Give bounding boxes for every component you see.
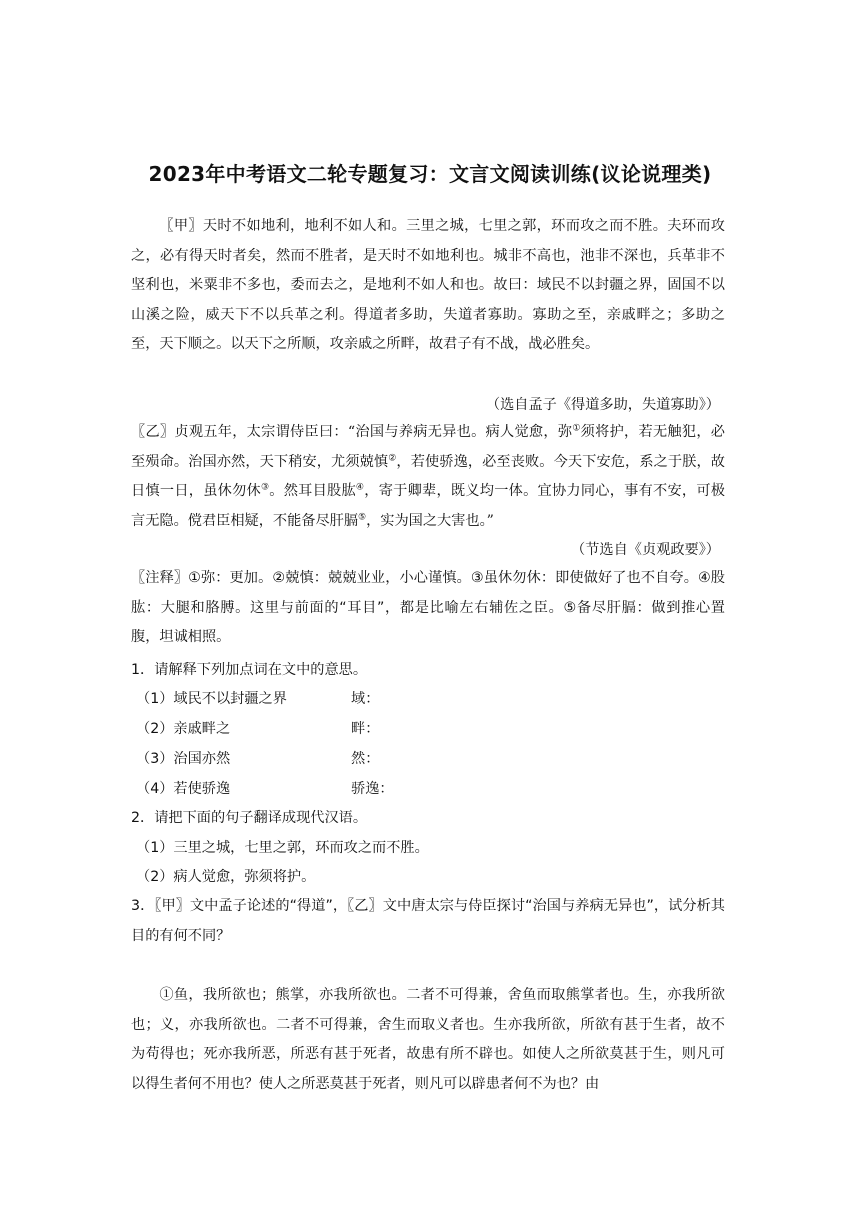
document-title: 2023年中考语文二轮专题复习：文言文阅读训练(议论说理类) bbox=[148, 162, 712, 186]
passage-yi-text-5: ，寄于卿辈，既义均一体。宜协力同心，事有不安，可极言无隐。傥君臣相疑，不能备尽肝膈 bbox=[131, 483, 725, 529]
question-1-item: （4）若使骄逸 bbox=[136, 781, 231, 797]
passage-jia: 〖甲〗天时不如地利，地利不如人和。三里之城，七里之郭，环而攻之而不胜。夫环而攻之，必有得天时者矣，然而不胜者，是天时不如地利也。城非不高也，池非不深也，兵革非不坚利也，米粟非不多也，委而去之，是地利不如人和也。故曰：域民不以封疆之界，固国不以山溪之险，威天下不以兵革之利。得道者多助，失道者寡助。寡助之至，亲戚畔之；多助之至，天下顺之。以天下之所顺，攻亲戚之所畔，故君子有不战，战必胜矣。 bbox=[131, 218, 725, 352]
footnote-marker-2: ② bbox=[388, 452, 397, 463]
passage-yi bbox=[131, 418, 725, 536]
passage-yi-text-2: 须将护，若无触犯，必至殒命。治国亦然，天下稍安，尤须兢慎 bbox=[131, 424, 725, 470]
passage-next: ①鱼，我所欲也；熊掌，亦我所欲也。二者不可得兼，舍鱼而取熊掌者也。生，亦我所欲也；义，亦我所欲也。二者不可得兼，舍生而取义者也。生亦我所欲，所欲有甚于生者，故不为苟得也；死亦我所恶，所恶有甚于死者，故患有所不辟也。如使人之所欲莫甚于生，则凡可以得生者何不用也？使人之所恶莫甚于死者，则凡可以辟患者何不为也？由 bbox=[131, 987, 725, 1092]
passage-yi-text-6: ，实为国之大害也。” bbox=[366, 512, 494, 529]
question-1-item: （2）亲戚畔之 bbox=[136, 721, 231, 737]
answer-blank[interactable]: 畔： bbox=[351, 721, 380, 737]
footnote-marker-4: ④ bbox=[355, 482, 365, 493]
passage-yi-source: （节选自《贞观政要》） bbox=[571, 542, 720, 558]
footnote-marker-1: ① bbox=[572, 423, 581, 434]
annotation-notes: 〖注释〗①弥：更加。②兢慎：兢兢业业，小心谨慎。③虽休勿休：即使做好了也不自夸。④股肱：大腿和胳膊。这里与前面的“耳目”，都是比喻左右辅佐之臣。⑤备尽肝膈：做到推心置腹，坦诚相照。 bbox=[131, 570, 725, 645]
answer-blank[interactable]: 然： bbox=[351, 751, 380, 767]
answer-blank[interactable]: 骄逸： bbox=[351, 781, 394, 797]
footnote-marker-3: ③ bbox=[260, 482, 270, 493]
question-1-item: （3）治国亦然 bbox=[136, 751, 231, 767]
passage-yi-text-3: ，若使骄逸，必至丧败。今天下安危，系之于朕，故日慎一日，虽休勿休 bbox=[131, 453, 725, 499]
passage-yi-text-4: 。然耳目股肱 bbox=[269, 483, 356, 499]
question-3-stem: 3．〖甲〗文中孟子论述的“得道”，〖乙〗文中唐太宗与侍臣探讨“治国与养病无异也”，试分析其目的有何不同？ bbox=[131, 898, 725, 944]
question-1-stem: 1．请解释下列加点词在文中的意思。 bbox=[131, 662, 368, 678]
passage-jia-source: （选自孟子《得道多助，失道寡助》） bbox=[485, 397, 720, 413]
question-1-item: （1）域民不以封疆之界 bbox=[136, 691, 287, 707]
answer-blank[interactable]: 域： bbox=[351, 691, 380, 707]
passage-yi-text-1: 〖乙〗贞观五年，太宗谓侍臣曰：“治国与养病无异也。病人觉愈，弥 bbox=[131, 424, 573, 440]
question-2-item: （1）三里之城，七里之郭，环而攻之而不胜。 bbox=[136, 840, 429, 856]
footnote-marker-5: ⑤ bbox=[358, 511, 367, 522]
question-2-item: （2）病人觉愈，弥须将护。 bbox=[136, 869, 316, 885]
question-2-stem: 2．请把下面的句子翻译成现代汉语。 bbox=[131, 810, 368, 826]
